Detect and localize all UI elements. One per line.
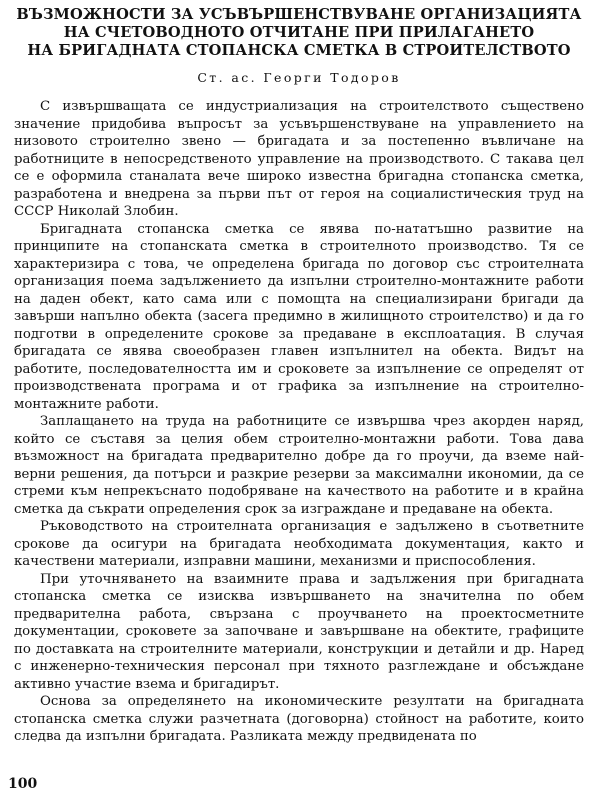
body-paragraph: Ръководството на строителната организация е задължено в съответните срокове да осигури на бригадата необходимата документация, както и качествени материали, изправни машини, механизми и приспособления.: [14, 519, 584, 569]
body-paragraph: С извършващата се индустриализация на строителството съществено значение придобива въпросът за усъвършенствуване на управлението на низовото строително звено — бригадата и за постепенно въвличане на работниците в непосредственото управление на производството. С такава цел се е оформила станалата вече широко известна бригадна стопанска сметка, разработена и внедрена за първи път от героя на социалистическия труд на СССР Николай Злобин.: [14, 99, 584, 219]
article-title-line: НА СЧЕТОВОДНОТО ОТЧИТАНЕ ПРИ ПРИЛАГАНЕТО: [63, 24, 535, 41]
body-paragraph: Бригадната стопанска сметка се явява по-нататъшно развитие на принципите на стопанската сметка в строителното производство. Тя се характеризира с това, че определена бригада по договор със строителната организация поема задължението да изпълни строително-монтажните работи на даден обект, като сама или с помощта на специализирани бригади да завърши напълно обекта (засега предимно в жилищното строителство) и да го подготви в определените срокове за предаване в експлоатация. В случая бригадата се явява своеобразен главен изпълнител на обекта. Видът на работите, последователността им и сроковете за изпълнение се определят от производствената програма и от графика за изпълнение на строително-монтажните работи.: [14, 221, 584, 412]
article-title-line: НА БРИГАДНАТА СТОПАНСКА СМЕТКА В СТРОИТЕЛСТВОТО: [27, 42, 571, 59]
article-body: [14, 98, 584, 746]
page-number: 100: [8, 776, 38, 792]
body-paragraph: Основа за определянето на икономическите резултати на бригадната стопанска сметка служи разчетната (договорна) стойност на работите, които следва да изпълни бригадата. Разликата между предвидената по: [14, 694, 584, 744]
article-author: Ст. ас. Георги Тодоров: [197, 70, 401, 85]
body-paragraph: При уточняването на взаимните права и задължения при бригадната стопанска сметка се изисква извършването на значителна по обем предварителна работа, свързана с проучването на проектосметните документации, сроковете за започване и завършване на обектите, графиците по доставката на строителните материали, конструкции и детайли и др. Наред с инженерно-техническия персонал при тяхното разглеждане и обсъждане активно участие взема и бригадирът.: [14, 571, 584, 692]
article-title-line: ВЪЗМОЖНОСТИ ЗА УСЪВЪРШЕНСТВУВАНЕ ОРГАНИЗАЦИЯТА: [16, 6, 582, 23]
body-paragraph: Заплащането на труда на работниците се извършва чрез акорден наряд, който се съставя за целия обем строително-монтажни работи. Това дава възможност на бригадата предварително добре да го проучи, да вземе най-верни решения, да потърси и разкрие резерви за максимални икономии, да се стреми към непрекъснато подобряване на качеството на работите и в крайна сметка да съкрати определения срок за изграждане и предаване на обекта.: [14, 414, 584, 517]
article-title: [14, 6, 584, 60]
